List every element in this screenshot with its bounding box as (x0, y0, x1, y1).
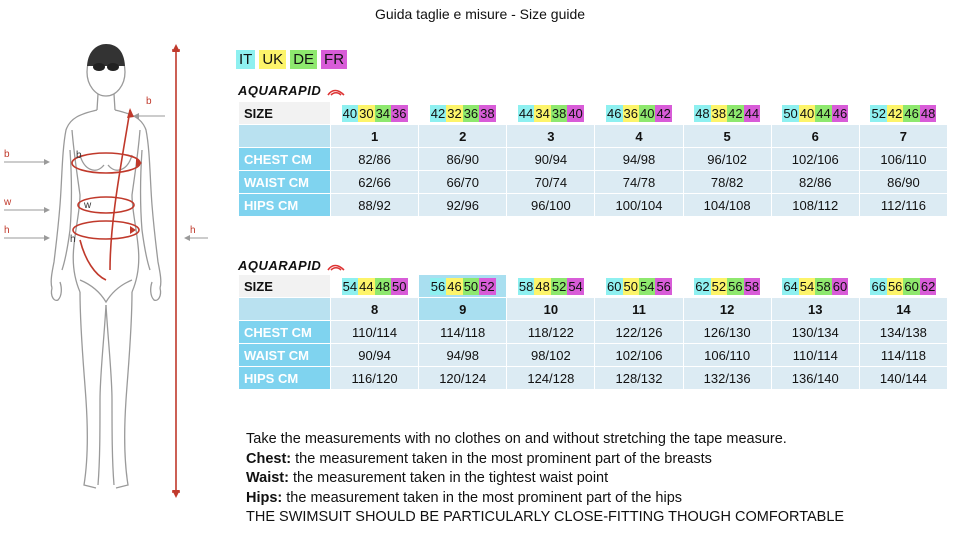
hips-cell: 112/116 (859, 194, 947, 217)
size-codes-row (239, 275, 948, 298)
nums-cell: 6 (771, 125, 859, 148)
size-codes-cell (419, 275, 507, 298)
size-code: 36 (623, 105, 638, 121)
brand-name: AQUARAPID (238, 83, 322, 98)
chest-row (239, 321, 948, 344)
nums-cell: 14 (859, 298, 947, 321)
size-code: 44 (816, 105, 831, 121)
size-code: 58 (518, 278, 534, 294)
label-w-left: w (4, 197, 12, 208)
size-code: 54 (639, 278, 655, 294)
size-number-row (239, 298, 948, 321)
size-code: 46 (607, 105, 622, 121)
nums-cell: 2 (419, 125, 507, 148)
waist-cell: 74/78 (595, 171, 683, 194)
size-code: 52 (871, 105, 886, 121)
measurement-notes (246, 430, 844, 528)
size-codes-cell (331, 275, 419, 298)
size-code: 38 (480, 105, 495, 121)
measurement-arrows (127, 44, 180, 498)
size-codes-row (239, 102, 948, 125)
size-codes-cell (419, 102, 507, 125)
size-code: 66 (871, 278, 886, 294)
hips-cell: 108/112 (771, 194, 859, 217)
hips-row (239, 194, 948, 217)
hips-cell: 120/124 (419, 367, 507, 390)
size-codes-cell (507, 102, 595, 125)
size-codes-cell (859, 275, 947, 298)
hips-cell: 128/132 (595, 367, 683, 390)
waist-row (239, 344, 948, 367)
nums-cell: 4 (595, 125, 683, 148)
row-label-hips: HIPS CM (239, 194, 331, 217)
nums-cell: 3 (507, 125, 595, 148)
size-code: 60 (832, 278, 848, 294)
waves-icon (327, 262, 345, 271)
waist-cell: 70/74 (507, 171, 595, 194)
size-code: 50 (783, 105, 798, 121)
size-code: 54 (342, 278, 358, 294)
size-code: 38 (551, 105, 567, 121)
size-codes-cell (683, 275, 771, 298)
size-code: 50 (392, 278, 407, 294)
chest-cell: 96/102 (683, 148, 771, 171)
size-code: 48 (695, 105, 710, 121)
nums-cell: 8 (331, 298, 419, 321)
size-code: 58 (816, 278, 831, 294)
row-label-size: SIZE (239, 102, 331, 125)
size-code: 30 (359, 105, 374, 121)
size-code: 58 (744, 278, 760, 294)
size-code: 62 (920, 278, 936, 294)
hips-cell: 92/96 (419, 194, 507, 217)
size-code: 36 (463, 105, 479, 121)
waist-cell: 78/82 (683, 171, 771, 194)
size-code: 40 (342, 105, 358, 121)
size-code: 50 (623, 278, 638, 294)
chest-cell: 130/134 (771, 321, 859, 344)
label-w-body: w (84, 200, 92, 211)
chest-cell: 122/126 (595, 321, 683, 344)
row-label-waist: WAIST CM (239, 344, 331, 367)
label-h-body: h (70, 234, 76, 245)
size-code: 40 (568, 105, 583, 121)
hips-cell: 124/128 (507, 367, 595, 390)
country-code-legend (236, 50, 347, 69)
waist-cell: 98/102 (507, 344, 595, 367)
size-code: 42 (887, 105, 903, 121)
size-code: 34 (375, 105, 391, 121)
legend-fr: FR (321, 50, 347, 69)
size-codes-cell (771, 275, 859, 298)
nums-cell: 10 (507, 298, 595, 321)
size-code: 46 (904, 105, 919, 121)
legend-de: DE (290, 50, 317, 69)
row-label-chest: CHEST CM (239, 148, 331, 171)
size-code: 52 (711, 278, 727, 294)
brand-logo (238, 83, 345, 98)
hips-cell: 88/92 (331, 194, 419, 217)
label-h-left: h (4, 225, 10, 236)
chest-row (239, 148, 948, 171)
size-codes-cell (595, 275, 683, 298)
swim-cap (87, 44, 125, 66)
nums-cell: 7 (859, 125, 947, 148)
hips-cell: 116/120 (331, 367, 419, 390)
size-code: 40 (639, 105, 655, 121)
size-code: 44 (744, 105, 760, 121)
size-code: 42 (430, 105, 446, 121)
waist-cell: 106/110 (683, 344, 771, 367)
nums-cell: 13 (771, 298, 859, 321)
size-code: 44 (518, 105, 534, 121)
legend-uk: UK (259, 50, 286, 69)
note-waist: Waist: the measurement taken in the tightest waist point (246, 470, 609, 486)
brand-name: AQUARAPID (238, 258, 322, 273)
note-intro: Take the measurements with no clothes on and without stretching the tape measure. (246, 431, 787, 447)
row-label-hips: HIPS CM (239, 367, 331, 390)
hips-cell: 132/136 (683, 367, 771, 390)
size-code: 56 (887, 278, 903, 294)
chest-cell: 110/114 (331, 321, 419, 344)
size-code: 50 (463, 278, 479, 294)
size-code: 62 (695, 278, 710, 294)
chest-cell: 126/130 (683, 321, 771, 344)
chest-cell: 86/90 (419, 148, 507, 171)
hips-row (239, 367, 948, 390)
size-codes-cell (771, 102, 859, 125)
size-code: 32 (447, 105, 462, 121)
hips-cell: 100/104 (595, 194, 683, 217)
row-label-size: SIZE (239, 275, 331, 298)
size-code: 54 (568, 278, 583, 294)
hips-cell: 96/100 (507, 194, 595, 217)
size-table-1 (238, 101, 948, 217)
size-codes-cell (859, 102, 947, 125)
waist-cell: 86/90 (859, 171, 947, 194)
size-code: 48 (375, 278, 391, 294)
note-chest: Chest: the measurement taken in the most prominent part of the breasts (246, 450, 712, 467)
size-code: 48 (920, 105, 936, 121)
chest-cell: 102/106 (771, 148, 859, 171)
size-code: 56 (430, 278, 446, 294)
size-codes-cell (595, 102, 683, 125)
label-b-body: b (76, 150, 82, 161)
waist-cell: 82/86 (771, 171, 859, 194)
body-outline (51, 48, 161, 488)
size-code: 44 (359, 278, 374, 294)
size-codes-cell (683, 102, 771, 125)
chest-cell: 118/122 (507, 321, 595, 344)
size-code: 46 (832, 105, 848, 121)
waist-row (239, 171, 948, 194)
waist-cell: 66/70 (419, 171, 507, 194)
nums-cell: 5 (683, 125, 771, 148)
size-number-row (239, 125, 948, 148)
size-code: 42 (656, 105, 671, 121)
chest-cell: 106/110 (859, 148, 947, 171)
chest-cell: 114/118 (419, 321, 507, 344)
brand-logo-2 (238, 258, 345, 273)
waves-icon (327, 87, 345, 96)
chest-cell: 134/138 (859, 321, 947, 344)
size-code: 56 (656, 278, 671, 294)
note-hips: Hips: the measurement taken in the most prominent part of the hips (246, 489, 683, 506)
size-code: 52 (480, 278, 495, 294)
size-code: 64 (783, 278, 798, 294)
row-label-chest: CHEST CM (239, 321, 331, 344)
waist-cell: 110/114 (771, 344, 859, 367)
legend-it: IT (236, 50, 255, 69)
pointer-lines (4, 116, 208, 238)
size-code: 56 (728, 278, 743, 294)
waist-cell: 102/106 (595, 344, 683, 367)
size-code: 54 (799, 278, 815, 294)
size-code: 36 (392, 105, 407, 121)
size-code: 48 (535, 278, 550, 294)
label-h-right: h (190, 225, 196, 236)
nums-cell: 12 (683, 298, 771, 321)
nums-cell: 1 (331, 125, 419, 148)
chest-cell: 82/86 (331, 148, 419, 171)
note-fit: THE SWIMSUIT SHOULD BE PARTICULARLY CLOSE-FITTING THOUGH COMFORTABLE (246, 509, 845, 525)
chest-cell: 94/98 (595, 148, 683, 171)
size-code: 42 (728, 105, 743, 121)
size-code: 60 (904, 278, 919, 294)
hips-cell: 136/140 (771, 367, 859, 390)
waist-cell: 114/118 (859, 344, 947, 367)
size-code: 34 (535, 105, 550, 121)
waist-cell: 62/66 (331, 171, 419, 194)
size-codes-cell (331, 102, 419, 125)
size-code: 40 (799, 105, 815, 121)
label-b-right: b (146, 96, 152, 107)
size-code: 60 (607, 278, 622, 294)
size-code: 52 (551, 278, 567, 294)
waist-cell: 90/94 (331, 344, 419, 367)
nums-cell: 9 (419, 298, 507, 321)
body-figure-illustration (0, 30, 215, 505)
hips-cell: 140/144 (859, 367, 947, 390)
page-title: Guida taglie e misure - Size guide (374, 6, 586, 22)
row-label-waist: WAIST CM (239, 171, 331, 194)
size-code: 46 (447, 278, 462, 294)
size-table-2 (238, 274, 948, 390)
chest-cell: 90/94 (507, 148, 595, 171)
waist-cell: 94/98 (419, 344, 507, 367)
nums-cell: 11 (595, 298, 683, 321)
label-b-left: b (4, 149, 10, 160)
hips-cell: 104/108 (683, 194, 771, 217)
size-code: 38 (711, 105, 727, 121)
size-codes-cell (507, 275, 595, 298)
